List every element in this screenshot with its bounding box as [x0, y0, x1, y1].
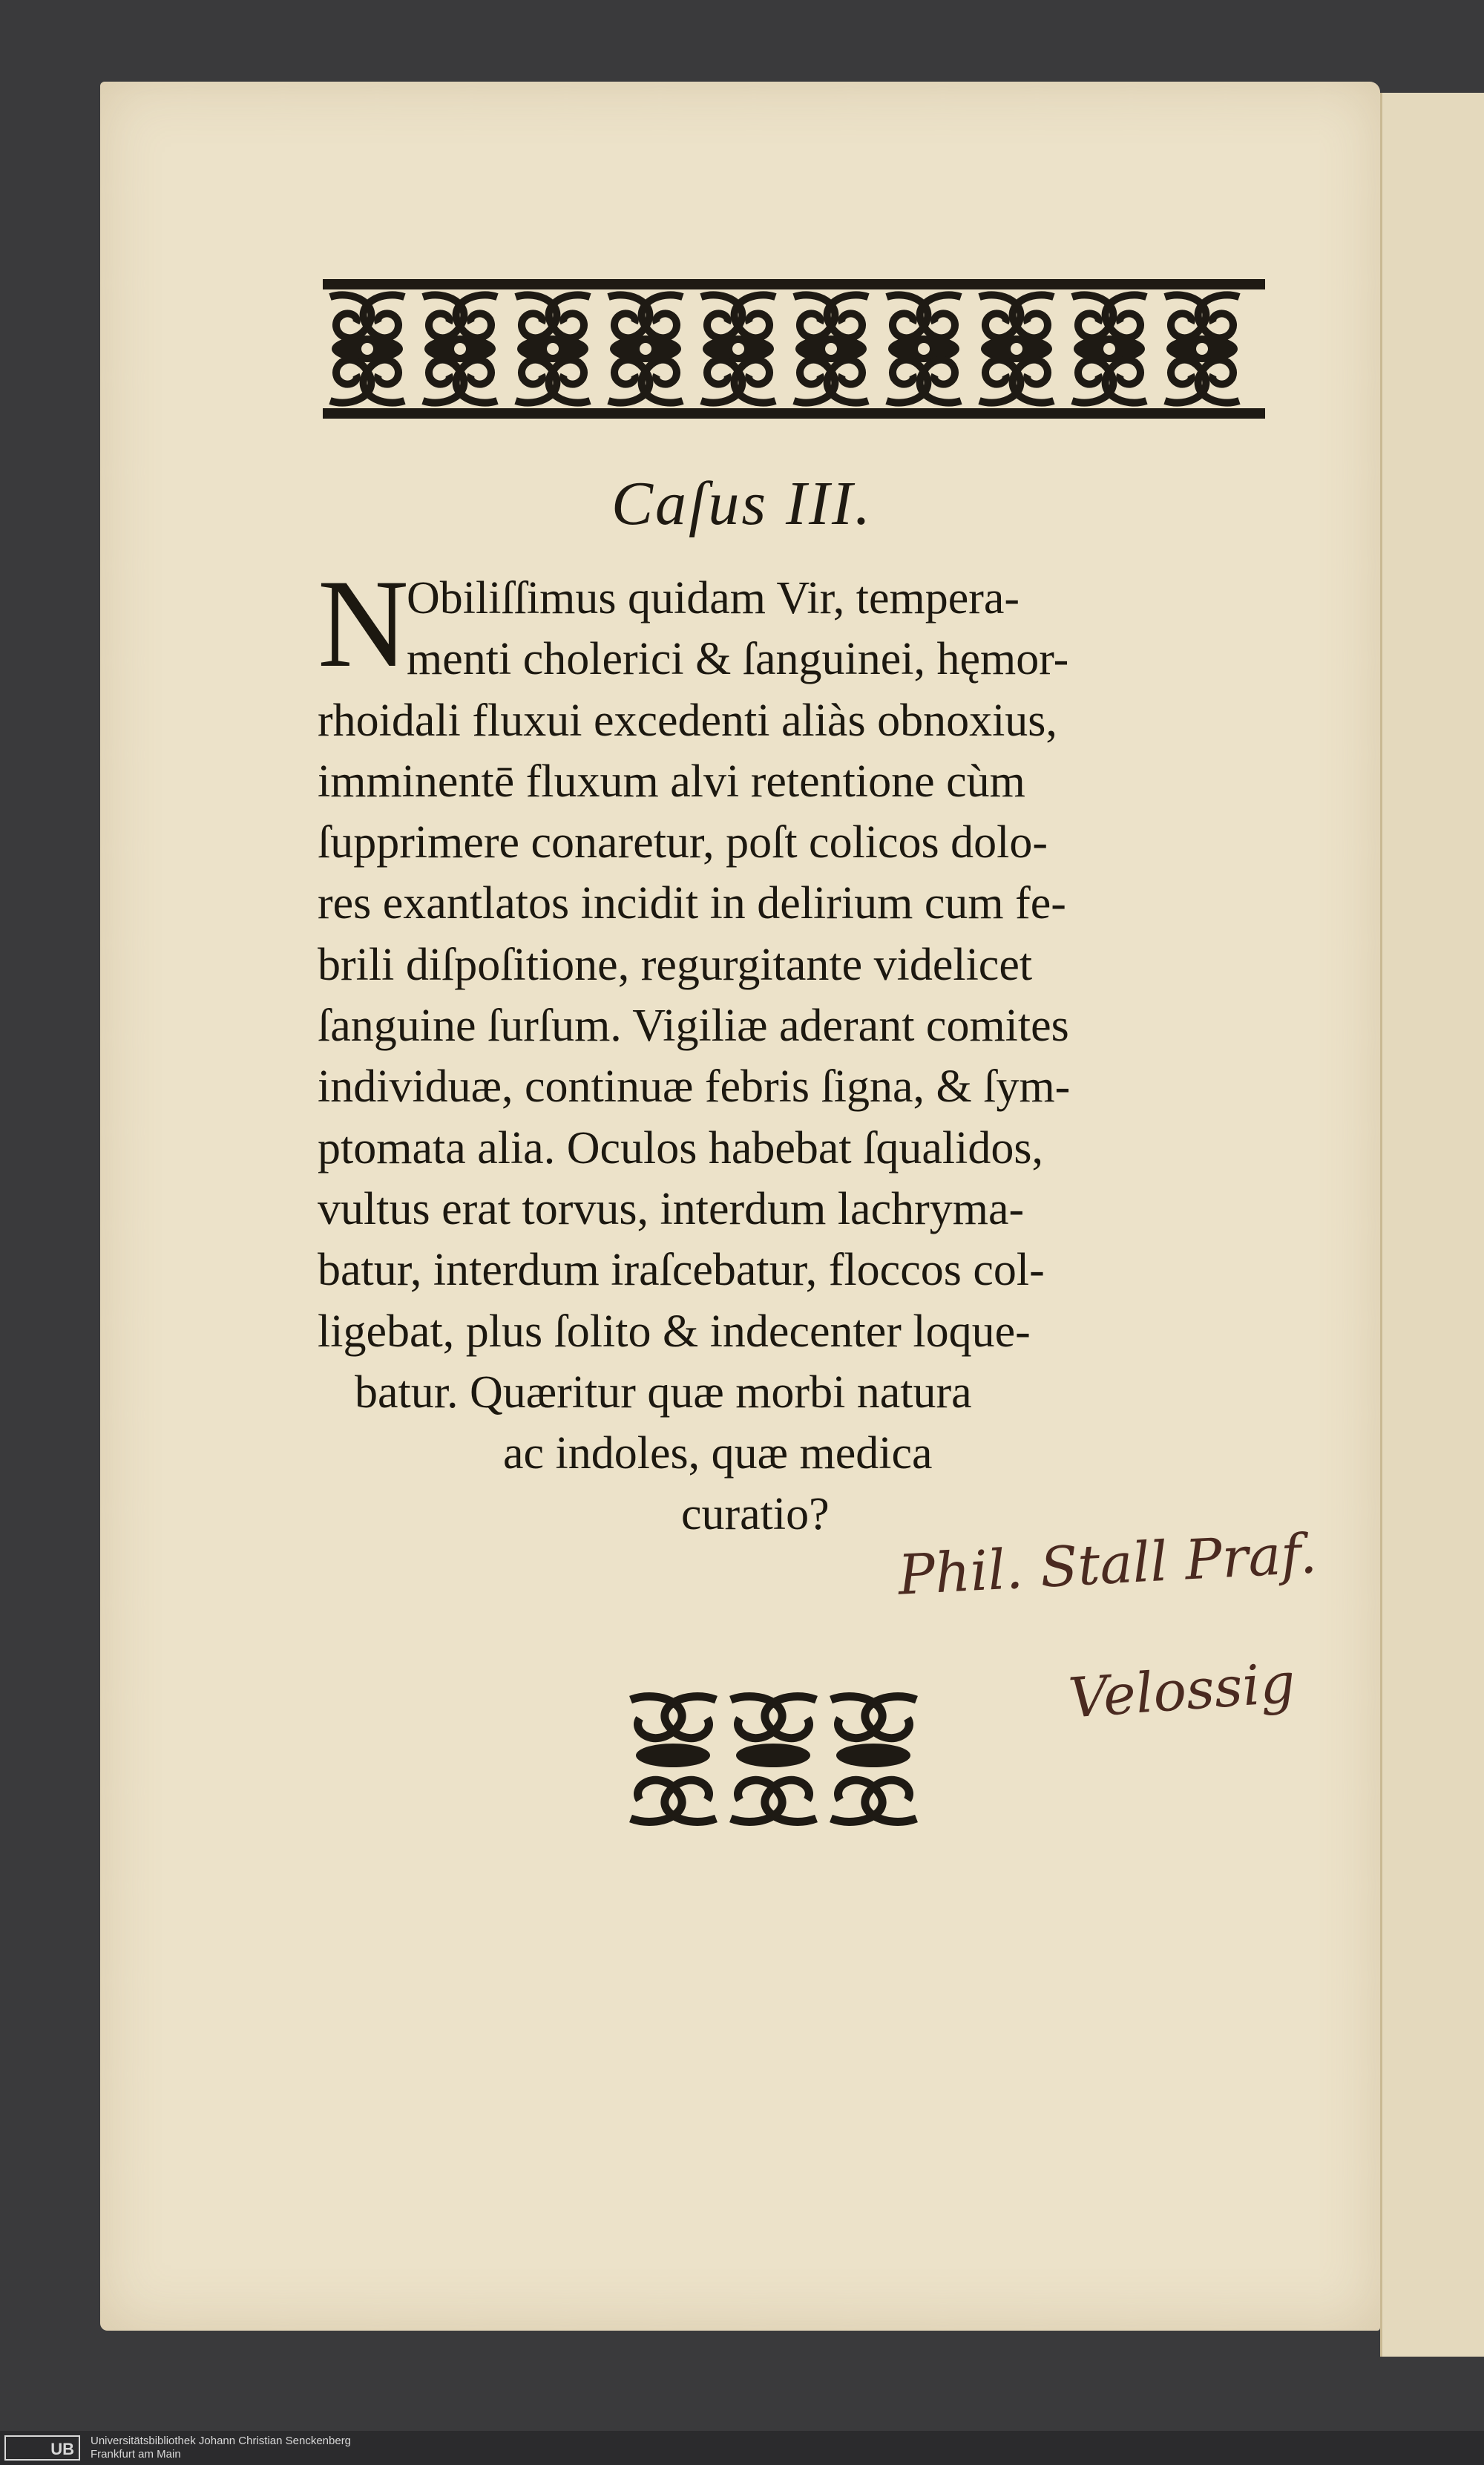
- text-line: brili diſpoſitione, regurgitante videlicet: [318, 939, 1033, 990]
- case-heading: Caſus III.: [611, 469, 873, 538]
- ornament-tailpiece: [623, 1685, 924, 1837]
- library-footer-bar: [0, 2431, 1484, 2465]
- handwritten-signature-line2: Velossig: [1066, 1651, 1298, 1731]
- text-line: ligebat, plus ſolito & indecenter loque-: [318, 1306, 1031, 1357]
- case-body-text: [318, 554, 1275, 1545]
- library-logo: UB: [4, 2435, 80, 2461]
- text-line: rhoidali fluxui excedenti aliàs obnoxius,: [318, 695, 1057, 746]
- text-line: individuæ, continuæ febris ſigna, & ſym-: [318, 1061, 1071, 1113]
- text-line: menti cholerici & ſanguinei, hęmor-: [407, 634, 1069, 685]
- text-line: Obiliſſimus quidam Vir, tempera-: [407, 573, 1020, 623]
- ornament-band-top: [323, 275, 1265, 423]
- text-line: ſanguine ſurſum. Vigiliæ aderant comites: [318, 1001, 1069, 1052]
- adjacent-page-edge: [1380, 93, 1484, 2357]
- text-line: curatio?: [681, 1489, 830, 1540]
- drop-cap-initial: N: [318, 554, 409, 693]
- text-line: ac indoles, quæ medica: [503, 1428, 933, 1479]
- text-line: batur. Quæritur quæ morbi natura: [355, 1366, 972, 1418]
- text-line: ptomata alia. Oculos habebat ſqualidos,: [318, 1122, 1043, 1173]
- text-line: batur, interdum iraſcebatur, floccos col-: [318, 1245, 1045, 1296]
- text-line: res exantlatos incidit in delirium cum fe-: [318, 878, 1066, 929]
- handwritten-signature-line1: Phil. Stall Praf.: [896, 1522, 1319, 1608]
- text-line: vultus erat torvus, interdum lachryma-: [318, 1183, 1025, 1234]
- text-line: ſupprimere conaretur, poſt colicos dolo-: [318, 817, 1048, 868]
- library-location: Frankfurt am Main: [91, 2448, 181, 2461]
- library-name: Universitätsbibliothek Johann Christian Senckenberg: [91, 2435, 352, 2447]
- text-line: imminentē fluxum alvi retentione cùm: [318, 756, 1025, 807]
